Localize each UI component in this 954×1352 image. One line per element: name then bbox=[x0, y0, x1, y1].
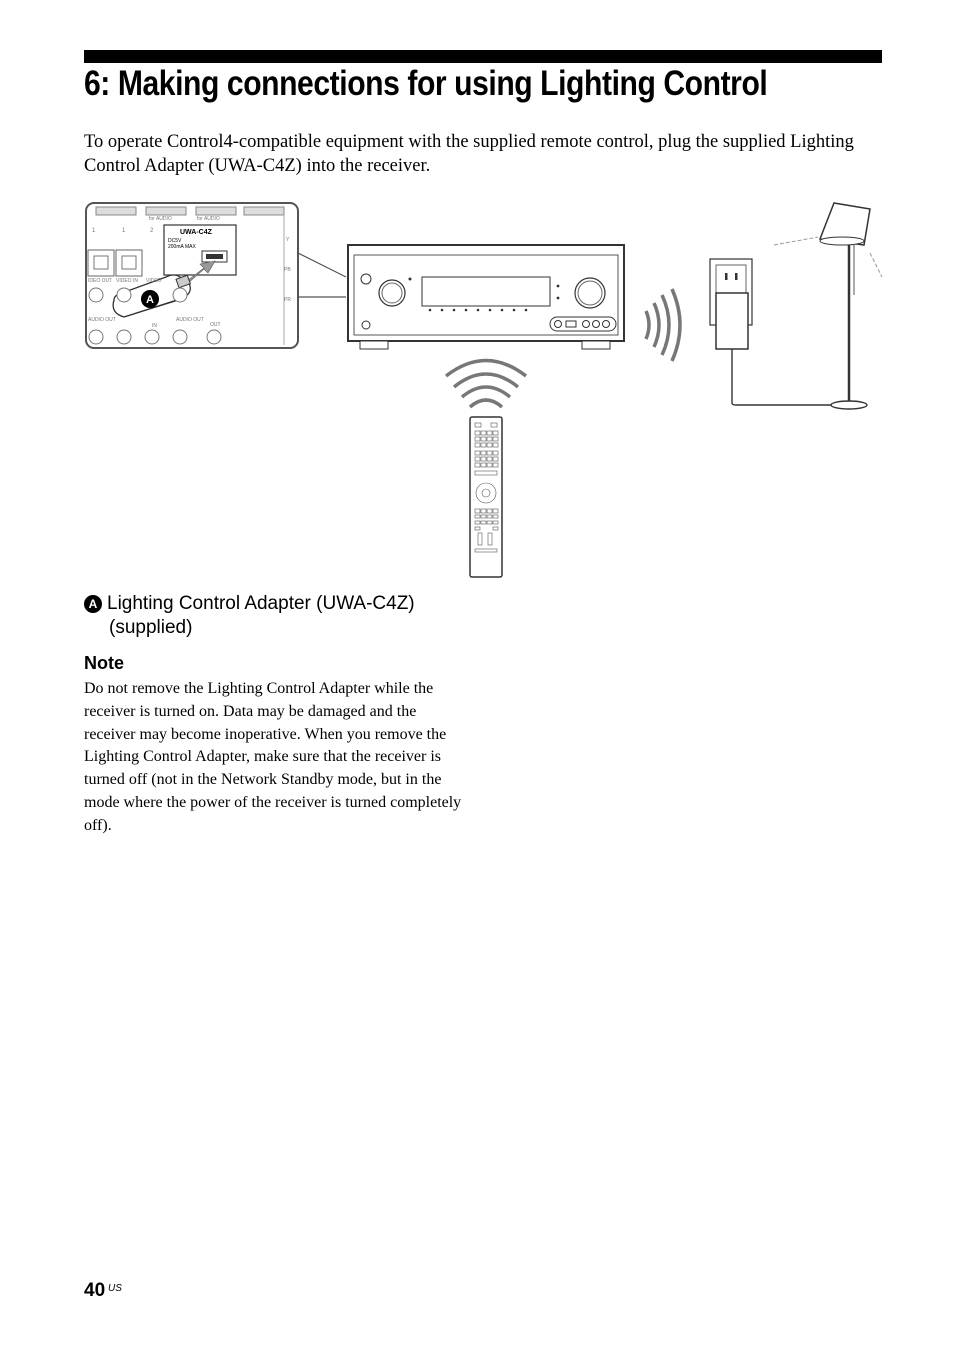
page-title: 6: Making connections for using Lighting Control bbox=[84, 64, 768, 103]
panel-label-for-audio-2: for AUDIO bbox=[197, 216, 220, 222]
marker-a-label: A bbox=[146, 294, 154, 306]
caption-line-1: Lighting Control Adapter (UWA-C4Z) bbox=[107, 593, 415, 614]
panel-label-video-3: VIDEO bbox=[146, 278, 162, 284]
panel-label-for-audio-1: for AUDIO bbox=[149, 216, 172, 222]
panel-label-pb: PB bbox=[284, 267, 291, 273]
panel-label-out: OUT bbox=[210, 322, 221, 328]
panel-label-pr: PR bbox=[284, 297, 291, 303]
intro-paragraph: To operate Control4-compatible equipment with the supplied remote control, plug the supplied Lighting Control Adapter (UWA-C4Z) into the receiver. bbox=[84, 132, 854, 176]
panel-label-video-in: VIDEO IN bbox=[116, 278, 138, 284]
remote-control-icon bbox=[470, 417, 502, 577]
caption-line-2: (supplied) bbox=[109, 617, 193, 638]
connection-diagram bbox=[84, 195, 884, 585]
power-adapter-icon bbox=[716, 293, 748, 349]
note-text: Do not remove the Lighting Control Adapter while the receiver is turned on. Data may be damaged and the receiver may become inoperative. When you remove the Lighting Control Adapter, make sure that the receiver is turned off (not in the Network Standby mode, but in the mode where the power of the receiver is turned completely off). bbox=[84, 680, 462, 834]
page-region-suffix: US bbox=[108, 1283, 122, 1294]
panel-label-video-out: IDEO OUT bbox=[88, 278, 113, 284]
panel-label-num-3: 2 bbox=[150, 228, 154, 234]
caption-marker-a: A bbox=[84, 595, 102, 613]
panel-label-audio-out-2: AUDIO OUT bbox=[176, 317, 204, 323]
panel-label-num-2: 1 bbox=[122, 228, 126, 234]
figure-caption bbox=[84, 592, 484, 640]
port-label-uwa: UWA-C4Z bbox=[180, 229, 212, 236]
title-rule bbox=[84, 50, 882, 63]
note-heading: Note bbox=[84, 653, 124, 673]
port-label-voltage: DC5V bbox=[168, 238, 182, 244]
page-number: 40 bbox=[84, 1280, 106, 1301]
panel-label-audio-out: AUDIO OUT bbox=[88, 317, 116, 323]
av-receiver bbox=[348, 245, 624, 349]
floor-lamp-icon bbox=[774, 203, 882, 409]
port-label-current: 200mA MAX bbox=[168, 244, 196, 250]
panel-label-num-1: 1 bbox=[92, 228, 96, 234]
wall-outlet bbox=[710, 259, 850, 405]
remote-signal-icon bbox=[446, 361, 526, 408]
wireless-signal-icon bbox=[646, 289, 680, 361]
rear-panel-closeup bbox=[86, 203, 298, 348]
panel-label-audio-in: IN bbox=[152, 323, 157, 329]
panel-label-y: Y bbox=[286, 237, 290, 243]
